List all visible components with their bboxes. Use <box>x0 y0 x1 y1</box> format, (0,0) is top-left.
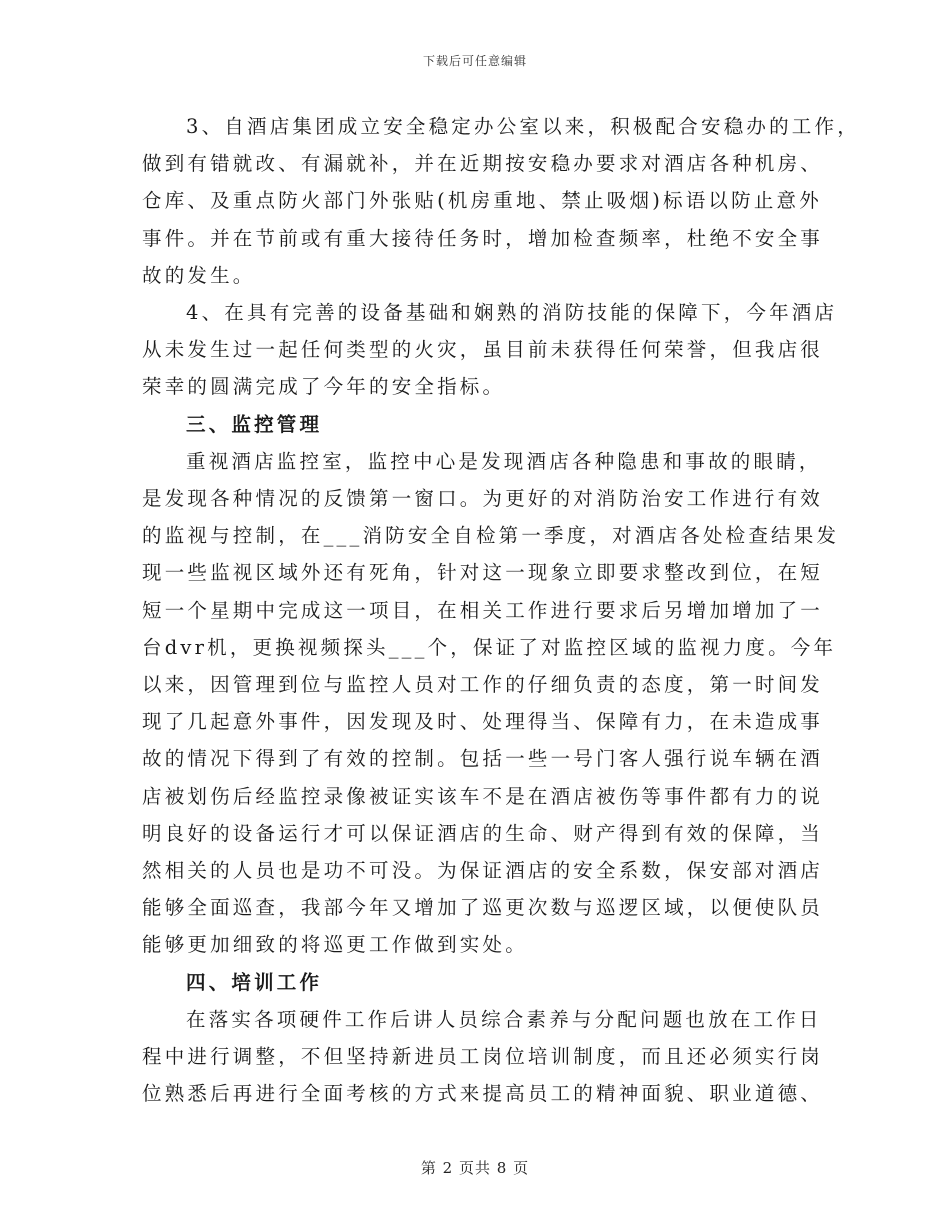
page-number: 第 2 页共 8 页 <box>420 1159 530 1177</box>
text-line: 台dvr机，更换视频探头___个，保证了对监控区域的监视力度。今年 <box>142 635 837 659</box>
text-line: 在落实各项硬件工作后讲人员综合素养与分配问题也放在工作日 <box>186 1007 822 1031</box>
text-line: 事件。并在节前或有重大接待任务时，增加检查频率，杜绝不安全事 <box>142 226 824 250</box>
section-heading-monitoring: 三、监控管理 <box>186 412 323 436</box>
text-line: 现一些监视区域外还有死角，针对这一现象立即要求整改到位，在短 <box>142 561 824 585</box>
text-line: 故的发生。 <box>142 263 256 287</box>
text-line: 程中进行调整，不但坚持新进员工岗位培训制度，而且还必须实行岗 <box>142 1045 824 1069</box>
text-line: 重视酒店监控室，监控中心是发现酒店各种隐患和事故的眼睛， <box>186 449 822 473</box>
text-line: 3、自酒店集团成立安全稳定办公室以来，积极配合安稳办的工作， <box>186 115 860 138</box>
text-line: 的监视与控制，在___消防安全自检第一季度，对酒店各处检查结果发 <box>142 524 840 548</box>
paragraph-item-4 <box>142 294 838 406</box>
section-heading-training: 四、培训工作 <box>186 970 323 994</box>
text-line: 做到有错就改、有漏就补，并在近期按安稳办要求对酒店各种机房、 <box>142 152 824 176</box>
text-line: 是发现各种情况的反馈第一窗口。为更好的对消防治安工作进行有效 <box>142 487 824 511</box>
text-line: 能够更加细致的将巡更工作做到实处。 <box>142 933 528 957</box>
paragraph-item-3 <box>142 108 860 294</box>
text-line: 现了几起意外事件，因发现及时、处理得当、保障有力，在未造成事 <box>142 710 824 734</box>
text-line: 故的情况下得到了有效的控制。包括一些一号门客人强行说车辆在酒 <box>142 747 824 771</box>
page-header: 下载后可任意编辑 <box>422 54 527 68</box>
text-line: 明良好的设备运行才可以保证酒店的生命、财产得到有效的保障，当 <box>142 821 824 845</box>
document-body <box>142 108 860 1112</box>
text-line: 店被划伤后经监控录像被证实该车不是在酒店被伤等事件都有力的说 <box>142 784 824 808</box>
text-line: 能够全面巡查，我部今年又增加了巡更次数与巡逻区域，以便使队员 <box>142 896 824 920</box>
text-line: 荣幸的圆满完成了今年的安全指标。 <box>142 375 506 399</box>
text-line: 短一个星期中完成这一项目，在相关工作进行要求后另增加增加了一 <box>142 598 824 622</box>
text-line: 仓库、及重点防火部门外张贴(机房重地、禁止吸烟)标语以防止意外 <box>142 189 822 213</box>
text-line: 4、在具有完善的设备基础和娴熟的消防技能的保障下，今年酒店 <box>186 301 838 325</box>
text-line: 位熟悉后再进行全面考核的方式来提高员工的精神面貌、职业道德、 <box>142 1082 824 1106</box>
paragraph-training <box>142 1001 824 1113</box>
paragraph-monitoring <box>142 443 840 964</box>
text-line: 从未发生过一起任何类型的火灾，虽目前未获得任何荣誉，但我店很 <box>142 338 824 362</box>
text-line: 以来，因管理到位与监控人员对工作的仔细负责的态度，第一时间发 <box>142 673 824 697</box>
text-line: 然相关的人员也是功不可没。为保证酒店的安全系数，保安部对酒店 <box>142 859 824 883</box>
